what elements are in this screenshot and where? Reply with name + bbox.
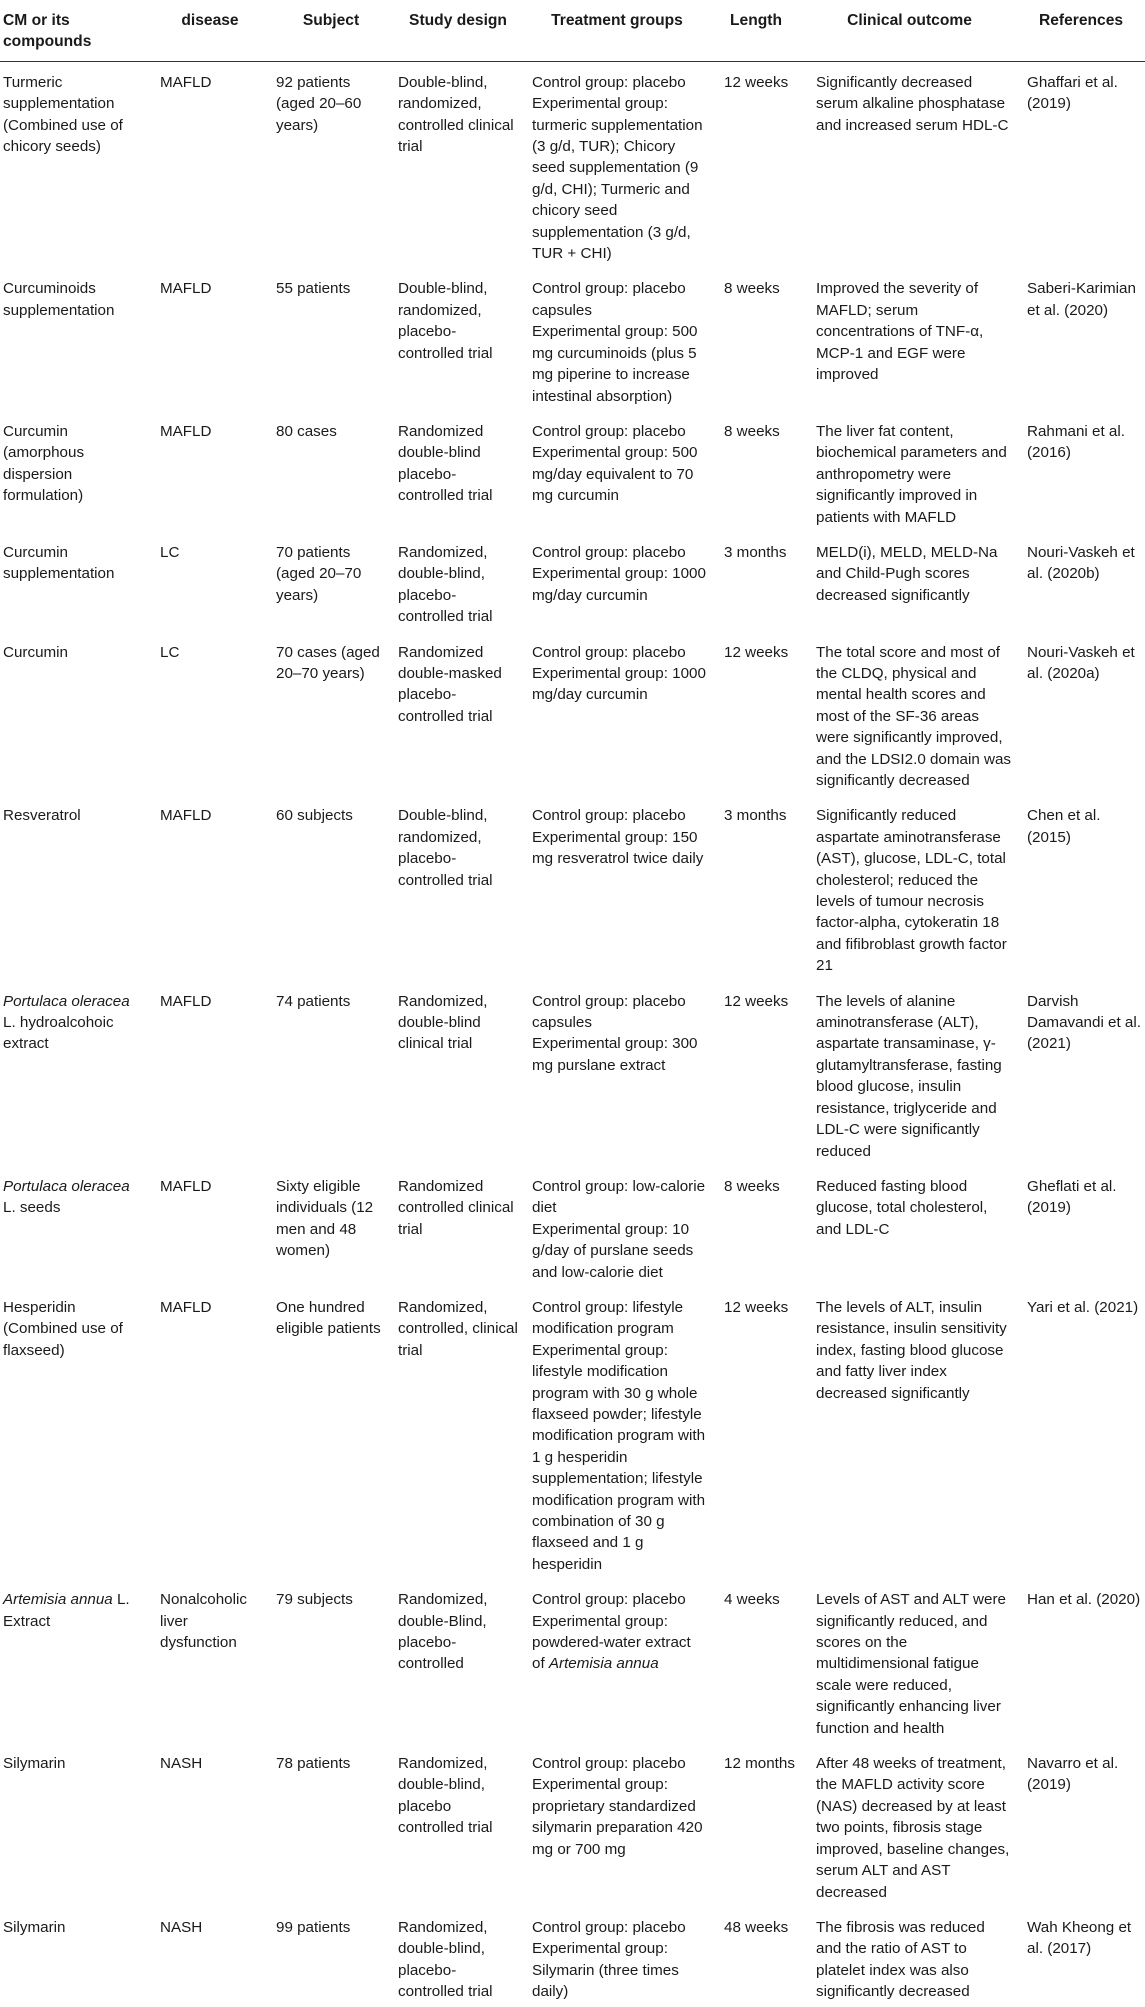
- cell-disease: MAFLD: [160, 280, 212, 298]
- table-row: [0, 1743, 1145, 1907]
- experimental-group-text: [532, 663, 706, 706]
- cell-study-design: Randomized controlled clinical trial: [398, 1177, 514, 1238]
- cell-text: Silymarin: [3, 1918, 66, 1936]
- cell-disease: Nonalcoholic liver dysfunction: [160, 1591, 247, 1652]
- cell-disease: MAFLD: [160, 73, 212, 91]
- italic-text: Portulaca oleracea: [3, 992, 130, 1010]
- cell-text: Experimental group: 500 mg/day equivalent to 70 mg curcumin: [532, 444, 698, 505]
- cell-length: 12 weeks: [724, 992, 789, 1010]
- header-subject: Subject: [270, 0, 392, 61]
- cell-cm-compound: [0, 1166, 150, 1287]
- cell-clinical-outcome: The liver fat content, biochemical parameters and anthropometry were significantly improved in patients with MAFLD: [816, 422, 1007, 526]
- cell-subject: 80 cases: [276, 422, 337, 440]
- control-group-text: [532, 805, 706, 826]
- table-row: [0, 795, 1145, 980]
- cell-subject: Sixty eligible individuals (12 men and 48 women): [276, 1177, 374, 1260]
- cell-cm-compound: [0, 532, 150, 632]
- experimental-group-text: [532, 827, 706, 870]
- header-treatment-groups: Treatment groups: [524, 0, 710, 61]
- table-row: [0, 1579, 1145, 1743]
- cell-reference: Ghaffari et al. (2019): [1027, 73, 1118, 113]
- cell-cm-compound: [0, 61, 150, 268]
- header-disease: disease: [150, 0, 270, 61]
- table-body: [0, 61, 1145, 2006]
- control-group-text: [532, 421, 706, 442]
- header-row: [0, 0, 1145, 61]
- cell-clinical-outcome: Improved the severity of MAFLD; serum concentrations of TNF-α, MCP-1 and EGF were improved: [816, 280, 984, 384]
- cell-cm-compound: [0, 1907, 150, 2007]
- control-group-text: [532, 542, 706, 563]
- cell-text: Control group: placebo: [532, 1918, 686, 1936]
- experimental-group-text: [532, 1774, 706, 1860]
- cell-clinical-outcome: Significantly decreased serum alkaline phosphatase and increased serum HDL-C: [816, 73, 1009, 134]
- cell-length: 8 weeks: [724, 280, 780, 298]
- control-group-text: [532, 1176, 706, 1219]
- cell-text: Curcumin: [3, 643, 68, 661]
- control-group-text: [532, 1917, 706, 1938]
- cell-reference: Nouri-Vaskeh et al. (2020b): [1027, 543, 1135, 583]
- header-references: References: [1017, 0, 1145, 61]
- cell-length: 3 months: [724, 807, 787, 825]
- experimental-group-text: [532, 1033, 706, 1076]
- control-group-text: [532, 1297, 706, 1340]
- cell-text: Experimental group: 300 mg purslane extract: [532, 1035, 698, 1074]
- cell-disease: NASH: [160, 1755, 203, 1773]
- cell-length: 8 weeks: [724, 422, 780, 440]
- cell-text: Control group: placebo capsules: [532, 992, 686, 1032]
- cell-disease: MAFLD: [160, 992, 212, 1010]
- table-row: [0, 61, 1145, 268]
- cell-study-design: Double-blind, randomized, placebo-controlled trial: [398, 807, 493, 889]
- cell-reference: Gheflati et al. (2019): [1027, 1177, 1117, 1217]
- cell-study-design: Randomized, double-blind, placebo-controlled trial: [398, 543, 493, 626]
- cell-reference: Darvish Damavandi et al. (2021): [1027, 992, 1141, 1053]
- cell-length: 12 weeks: [724, 73, 789, 91]
- cell-text: Control group: placebo: [532, 73, 686, 91]
- experimental-group-text: [532, 93, 706, 264]
- table-row: [0, 632, 1145, 796]
- table-row: [0, 411, 1145, 532]
- cell-text: Experimental group: proprietary standardized silymarin preparation 420 mg or 700 mg: [532, 1776, 703, 1858]
- cell-text: Control group: low-calorie diet: [532, 1177, 706, 1217]
- cell-length: 4 weeks: [724, 1591, 780, 1609]
- cell-study-design: Randomized, controlled, clinical trial: [398, 1298, 518, 1359]
- cell-length: 12 weeks: [724, 1298, 789, 1316]
- cell-disease: MAFLD: [160, 807, 212, 825]
- cell-text: L. Extract: [3, 1591, 130, 1630]
- table-row: [0, 1907, 1145, 2007]
- cell-text: Experimental group: 150 mg resveratrol twice daily: [532, 828, 704, 868]
- experimental-group-text: [532, 1611, 706, 1675]
- cell-treatment-groups: [524, 1166, 710, 1287]
- experimental-group-text: [532, 1938, 706, 2002]
- cell-study-design: Randomized, double-Blind, placebo-controlled: [398, 1591, 488, 1673]
- cell-length: 8 weeks: [724, 1177, 780, 1195]
- cell-text: Experimental group: 10 g/day of purslane seeds and low-calorie diet: [532, 1220, 694, 1281]
- cell-study-design: Randomized, double-blind, placebo controlled trial: [398, 1755, 493, 1837]
- cell-subject: 79 subjects: [276, 1591, 353, 1609]
- cell-study-design: Double-blind, randomized, controlled clinical trial: [398, 73, 514, 156]
- cell-reference: Rahmani et al. (2016): [1027, 422, 1125, 462]
- cell-reference: Wah Kheong et al. (2017): [1027, 1918, 1132, 1958]
- cell-text: Control group: placebo: [532, 1755, 686, 1773]
- cell-text: Control group: placebo: [532, 807, 686, 825]
- header-cm: CM or its compounds: [0, 0, 150, 61]
- cell-subject: 74 patients: [276, 992, 351, 1010]
- cell-treatment-groups: [524, 411, 710, 532]
- control-group-text: [532, 278, 706, 321]
- control-group-text: [532, 1589, 706, 1610]
- italic-text: Artemisia annua: [548, 1655, 659, 1673]
- cell-disease: MAFLD: [160, 1298, 212, 1316]
- cell-treatment-groups: [524, 1907, 710, 2007]
- cell-reference: Han et al. (2020): [1027, 1591, 1141, 1609]
- cell-text: Experimental group: Silymarin (three times daily): [532, 1940, 679, 2001]
- cell-reference: Nouri-Vaskeh et al. (2020a): [1027, 643, 1135, 682]
- experimental-group-text: [532, 563, 706, 606]
- cell-text: Resveratrol: [3, 807, 81, 825]
- control-group-text: [532, 1753, 706, 1774]
- cell-subject: 55 patients: [276, 280, 351, 298]
- table-row: [0, 1166, 1145, 1287]
- cell-length: 3 months: [724, 543, 787, 561]
- italic-text: Artemisia annua: [3, 1591, 113, 1609]
- cell-subject: 78 patients: [276, 1755, 351, 1773]
- cell-subject: 60 subjects: [276, 807, 353, 825]
- cell-treatment-groups: [524, 632, 710, 796]
- experimental-group-text: [532, 1219, 706, 1283]
- cell-text: Experimental group: 1000 mg/day curcumin: [532, 664, 706, 704]
- cell-reference: Navarro et al. (2019): [1027, 1755, 1119, 1794]
- cell-subject: 70 cases (aged 20–70 years): [276, 643, 380, 682]
- cell-clinical-outcome: MELD(i), MELD, MELD-Na and Child-Pugh scores decreased significantly: [816, 543, 998, 604]
- cell-cm-compound: [0, 1579, 150, 1743]
- cell-clinical-outcome: Significantly reduced aspartate aminotransferase (AST), glucose, LDL-C, total cholesterol; reduced the levels of tumour necrosis factor-alpha, cytokeratin 18 and fifibroblast growth factor 21: [816, 807, 1007, 975]
- cell-cm-compound: [0, 1287, 150, 1579]
- cell-text: Control group: placebo capsules: [532, 280, 686, 319]
- cell-clinical-outcome: The levels of alanine aminotransferase (ALT), aspartate transaminase, γ-glutamyltransferase, fasting blood glucose, insulin resistance, triglyceride and LDL-C were significantly reduced: [816, 992, 1002, 1160]
- header-length: Length: [710, 0, 802, 61]
- header-clinical-outcome: Clinical outcome: [802, 0, 1017, 61]
- cell-clinical-outcome: Levels of AST and ALT were significantly reduced, and scores on the multidimensional fatigue scale were reduced, significantly enhancing liver function and health: [816, 1591, 1006, 1737]
- cell-text: Experimental group: turmeric supplementation (3 g/d, TUR); Chicory seed supplementation (9 g/d, CHI); Turmeric and chicory seed supplementation (3 g/d, TUR + CHI): [532, 95, 703, 263]
- cell-text: Experimental group: powdered-water extract of: [532, 1612, 691, 1673]
- cell-disease: LC: [160, 643, 180, 661]
- cell-treatment-groups: [524, 532, 710, 632]
- cell-text: Silymarin: [3, 1755, 66, 1773]
- cell-study-design: Randomized, double-blind, placebo-controlled trial: [398, 1918, 493, 2001]
- cell-clinical-outcome: Reduced fasting blood glucose, total cholesterol, and LDL-C: [816, 1177, 988, 1238]
- cell-subject: 99 patients: [276, 1918, 351, 1936]
- table-row: [0, 981, 1145, 1166]
- cell-cm-compound: [0, 981, 150, 1166]
- cell-reference: Saberi-Karimian et al. (2020): [1027, 280, 1136, 319]
- cell-clinical-outcome: After 48 weeks of treatment, the MAFLD activity score (NAS) decreased by at least two points, fibrosis stage improved, baseline changes, serum ALT and AST decreased: [816, 1755, 1010, 1901]
- cell-text: Turmeric supplementation (Combined use of chicory seeds): [3, 73, 123, 156]
- cell-text: Experimental group: 1000 mg/day curcumin: [532, 565, 706, 604]
- table-row: [0, 268, 1145, 410]
- cell-reference: Yari et al. (2021): [1027, 1298, 1139, 1316]
- cell-text: Hesperidin (Combined use of flaxseed): [3, 1298, 123, 1359]
- cell-cm-compound: [0, 268, 150, 410]
- cell-text: Control group: placebo: [532, 422, 686, 440]
- experimental-group-text: [532, 1340, 706, 1575]
- cell-clinical-outcome: The levels of ALT, insulin resistance, insulin sensitivity index, fasting blood glucose and fatty liver index decreased significantly: [816, 1298, 1007, 1402]
- cell-disease: MAFLD: [160, 422, 212, 440]
- italic-text: Portulaca oleracea: [3, 1177, 130, 1195]
- cell-text: Curcuminoids supplementation: [3, 280, 115, 319]
- cell-disease: LC: [160, 543, 180, 561]
- header-study-design: Study design: [392, 0, 524, 61]
- cell-length: 12 months: [724, 1755, 795, 1773]
- cell-cm-compound: [0, 411, 150, 532]
- cell-text: Control group: placebo: [532, 1591, 686, 1609]
- table-row: [0, 532, 1145, 632]
- experimental-group-text: [532, 321, 706, 407]
- cell-study-design: Double-blind, randomized, placebo-controlled trial: [398, 280, 493, 362]
- cell-cm-compound: [0, 1743, 150, 1907]
- cell-treatment-groups: [524, 1743, 710, 1907]
- cell-treatment-groups: [524, 1579, 710, 1743]
- cell-text: Experimental group: 500 mg curcuminoids (plus 5 mg piperine to increase intestinal absorption): [532, 323, 698, 405]
- cell-text: Control group: lifestyle modification program: [532, 1298, 684, 1338]
- cell-text: Curcumin supplementation: [3, 543, 115, 583]
- cell-study-design: Randomized double-blind placebo-controlled trial: [398, 422, 493, 505]
- cell-length: 12 weeks: [724, 643, 789, 661]
- cell-clinical-outcome: The total score and most of the CLDQ, physical and mental health scores and most of the SF-36 areas were significantly improved, and the LDSI2.0 domain was significantly decreased: [816, 643, 1012, 789]
- cell-subject: One hundred eligible patients: [276, 1298, 381, 1338]
- cell-length: 48 weeks: [724, 1918, 789, 1936]
- control-group-text: [532, 72, 706, 93]
- cell-text: Control group: placebo: [532, 643, 686, 661]
- cell-text: Control group: placebo: [532, 543, 686, 561]
- cell-cm-compound: [0, 632, 150, 796]
- cell-treatment-groups: [524, 268, 710, 410]
- table-row: [0, 1287, 1145, 1579]
- cell-treatment-groups: [524, 981, 710, 1166]
- control-group-text: [532, 991, 706, 1034]
- experimental-group-text: [532, 442, 706, 506]
- cell-study-design: Randomized double-masked placebo-controlled trial: [398, 643, 502, 725]
- cell-cm-compound: [0, 795, 150, 980]
- cell-treatment-groups: [524, 1287, 710, 1579]
- cell-subject: 92 patients (aged 20–60 years): [276, 73, 362, 134]
- cell-reference: Chen et al. (2015): [1027, 807, 1101, 846]
- cell-clinical-outcome: The fibrosis was reduced and the ratio of AST to platelet index was also significantly decreased: [816, 1918, 985, 2001]
- cell-text: L. hydroalcohoic extract: [3, 1014, 114, 1053]
- control-group-text: [532, 642, 706, 663]
- cell-treatment-groups: [524, 61, 710, 268]
- cell-text: Curcumin (amorphous dispersion formulation): [3, 422, 85, 505]
- cell-disease: MAFLD: [160, 1177, 212, 1195]
- cell-subject: 70 patients (aged 20–70 years): [276, 543, 362, 604]
- cell-study-design: Randomized, double-blind clinical trial: [398, 992, 488, 1053]
- cell-text: L. seeds: [3, 1199, 61, 1217]
- cell-treatment-groups: [524, 795, 710, 980]
- cell-text: Experimental group: lifestyle modification program with 30 g whole flaxseed powder; lifestyle modification program with 1 g hesperidin supplementation; lifestyle modification program with combination of 30 g flaxseed and 1 g hesperidin: [532, 1341, 706, 1573]
- cell-disease: NASH: [160, 1918, 203, 1936]
